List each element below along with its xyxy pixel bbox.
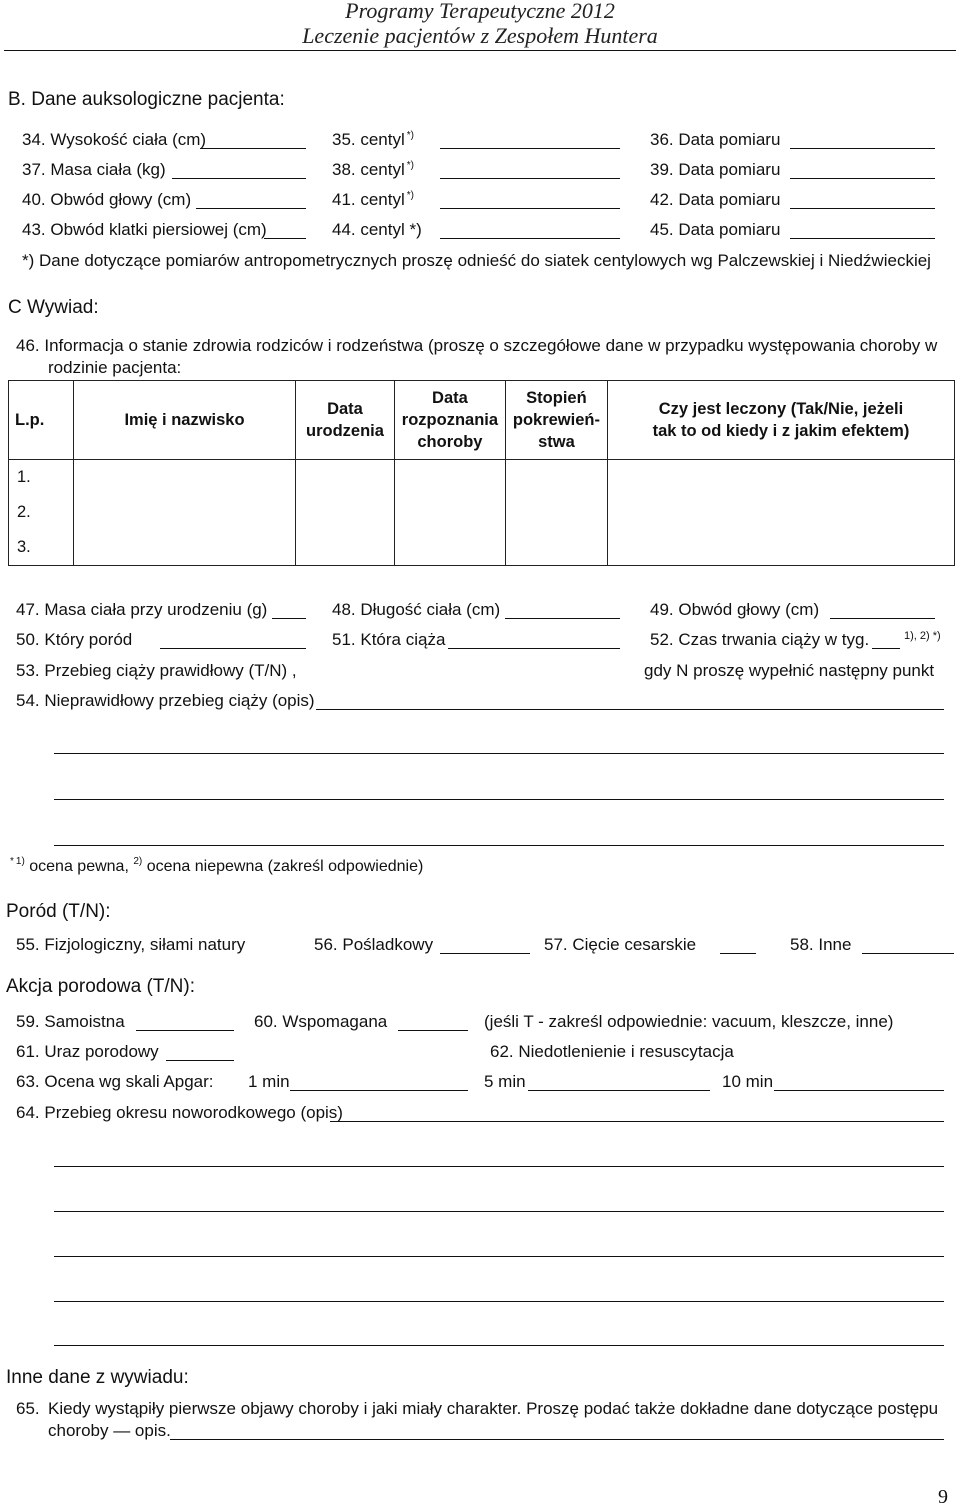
table-cell[interactable]	[296, 530, 395, 566]
q37-label: 37. Masa ciała (kg)	[22, 160, 166, 179]
q40-field[interactable]	[196, 208, 306, 209]
q39-field[interactable]	[790, 178, 935, 179]
table-header-lp: L.p.	[9, 381, 74, 460]
q34-field[interactable]	[200, 148, 306, 149]
apgar-5min-label: 5 min	[484, 1072, 526, 1091]
q62-label: 62. Niedotlenienie i resuscytacja	[490, 1042, 734, 1061]
apgar-5min-field[interactable]	[528, 1090, 710, 1091]
q44-label: 44. centyl *)	[332, 220, 422, 239]
table-cell[interactable]	[607, 460, 954, 496]
q48-field[interactable]	[505, 618, 620, 619]
akcja-title: Akcja porodowa (T/N):	[6, 976, 196, 997]
q54-field[interactable]	[316, 709, 944, 710]
q64-field-line2[interactable]	[54, 1166, 944, 1167]
q57-field[interactable]	[720, 953, 756, 954]
q57-label: 57. Cięcie cesarskie	[544, 935, 697, 954]
q52-label: 52. Czas trwania ciąży w tyg.	[650, 630, 870, 649]
q47-field[interactable]	[272, 618, 306, 619]
q38-label: 38. centyl *)	[332, 160, 414, 179]
q35-field[interactable]	[440, 148, 620, 149]
q40-label: 40. Obwód głowy (cm)	[22, 190, 192, 209]
q64-field-line5[interactable]	[54, 1301, 944, 1302]
table-cell[interactable]	[505, 530, 607, 566]
q41-label: 41. centyl *)	[332, 190, 414, 209]
table-cell[interactable]	[74, 495, 296, 530]
q51-label: 51. Która ciąża	[332, 630, 446, 649]
q53-instruction: gdy N proszę wypełnić następny punkt	[644, 661, 935, 680]
table-header-treatment: Czy jest leczony (Tak/Nie, jeżeli tak to od kiedy i z jakim efektem)	[607, 381, 954, 460]
table-cell[interactable]	[607, 495, 954, 530]
table-header-name: Imię i nazwisko	[74, 381, 296, 460]
q49-label: 49. Obwód głowy (cm)	[650, 600, 820, 619]
q53-label: 53. Przebieg ciąży prawidłowy (T/N) ,	[16, 661, 297, 680]
q46-text-line2: rodzinie pacjenta:	[48, 358, 182, 377]
q42-label: 42. Data pomiaru	[650, 190, 781, 209]
q59-label: 59. Samoistna	[16, 1012, 125, 1031]
table-cell[interactable]	[296, 460, 395, 496]
q58-field[interactable]	[862, 953, 954, 954]
q61-field[interactable]	[166, 1060, 234, 1061]
q52-field[interactable]	[872, 648, 900, 649]
q64-label: 64. Przebieg okresu noworodkowego (opis)	[16, 1103, 343, 1122]
q39-label: 39. Data pomiaru	[650, 160, 781, 179]
table-row	[9, 495, 955, 530]
table-header-diagnosis-date: Data rozpoznania choroby	[394, 381, 505, 460]
table-cell[interactable]	[394, 460, 505, 496]
table-row	[9, 530, 955, 566]
table-cell[interactable]	[394, 530, 505, 566]
header-subtitle: Leczenie pacjentów z Zespołem Huntera	[302, 23, 658, 48]
q41-field[interactable]	[440, 208, 620, 209]
q52-note: 1), 2) *)	[904, 630, 941, 642]
q56-field[interactable]	[440, 953, 530, 954]
q54-field-line4[interactable]	[54, 845, 944, 846]
header-rule	[4, 50, 956, 51]
table-cell[interactable]	[505, 495, 607, 530]
q34-label: 34. Wysokość ciała (cm)	[22, 130, 207, 149]
q65-text-line1: Kiedy wystąpiły pierwsze objawy choroby i jaki miały charakter. Proszę podać także dokładne dane dotyczące postępu	[48, 1399, 939, 1418]
q64-field[interactable]	[330, 1121, 944, 1122]
q43-label: 43. Obwód klatki piersiowej (cm)	[22, 220, 267, 239]
table-cell[interactable]	[505, 460, 607, 496]
q65-field[interactable]	[170, 1439, 944, 1440]
q49-field[interactable]	[830, 618, 935, 619]
q35-label: 35. centyl *)	[332, 130, 414, 149]
family-health-table	[8, 380, 955, 566]
apgar-1min-field[interactable]	[290, 1090, 468, 1091]
q48-label: 48. Długość ciała (cm)	[332, 600, 501, 619]
q54-label: 54. Nieprawidłowy przebieg ciąży (opis)	[16, 691, 315, 710]
q37-field[interactable]	[172, 178, 306, 179]
q54-field-line3[interactable]	[54, 799, 944, 800]
q45-label: 45. Data pomiaru	[650, 220, 781, 239]
table-header-relation: Stopień pokrewień-stwa	[505, 381, 607, 460]
table-cell-lp: 2.	[9, 495, 74, 530]
q46-text-line1: 46. Informacja o stanie zdrowia rodziców i rodzeństwa (proszę o szczegółowe dane w przypadku występowania choroby w	[16, 336, 938, 355]
q60-label: 60. Wspomagana	[254, 1012, 388, 1031]
q58-label: 58. Inne	[790, 935, 852, 954]
centile-note: *) Dane dotyczące pomiarów antropometrycznych proszę odnieść do siatek centylowych wg Palczewskiej i Niedźwieckiej	[22, 251, 931, 270]
q59-field[interactable]	[136, 1030, 234, 1031]
q60-note: (jeśli T - zakreśl odpowiednie: vacuum, kleszcze, inne)	[484, 1012, 894, 1031]
q36-field[interactable]	[790, 148, 935, 149]
table-cell[interactable]	[74, 530, 296, 566]
table-cell-lp: 1.	[9, 460, 74, 496]
q60-field[interactable]	[398, 1030, 468, 1031]
q38-field[interactable]	[440, 178, 620, 179]
q55-label: 55. Fizjologiczny, siłami natury	[16, 935, 246, 954]
table-cell[interactable]	[394, 495, 505, 530]
page-number: 9	[938, 1486, 948, 1508]
q65-text-line2: choroby — opis.	[48, 1421, 171, 1440]
apgar-10min-label: 10 min	[722, 1072, 774, 1091]
q50-field[interactable]	[160, 648, 306, 649]
q65-number: 65.	[16, 1399, 40, 1418]
q50-label: 50. Który poród	[16, 630, 133, 649]
table-cell-lp: 3.	[9, 530, 74, 566]
table-header-birthdate: Data urodzenia	[296, 381, 395, 460]
q42-field[interactable]	[790, 208, 935, 209]
table-cell[interactable]	[607, 530, 954, 566]
inne-title: Inne dane z wywiadu:	[6, 1367, 189, 1388]
apgar-10min-field[interactable]	[774, 1090, 944, 1091]
q45-field[interactable]	[790, 238, 935, 239]
q44-field[interactable]	[440, 238, 620, 239]
table-row	[9, 460, 955, 496]
q36-label: 36. Data pomiaru	[650, 130, 781, 149]
q47-label: 47. Masa ciała przy urodzeniu (g)	[16, 600, 268, 619]
q51-field[interactable]	[448, 648, 620, 649]
table-cell[interactable]	[74, 460, 296, 496]
q64-field-line3[interactable]	[54, 1211, 944, 1212]
table-cell[interactable]	[296, 495, 395, 530]
header-title: Programy Terapeutyczne 2012	[345, 0, 615, 23]
q61-label: 61. Uraz porodowy	[16, 1042, 159, 1061]
apgar-1min-label: 1 min	[248, 1072, 290, 1091]
porod-title: Poród (T/N):	[6, 901, 111, 922]
q54-field-line2[interactable]	[54, 753, 944, 754]
q43-field[interactable]	[264, 238, 306, 239]
footnote: * $^{1)}$ ocena pewna, $^{2)}$ ocena niepewna (zakreśl odpowiednie)	[10, 856, 424, 875]
q64-field-line6[interactable]	[54, 1345, 944, 1346]
section-c-title: C Wywiad:	[8, 297, 99, 318]
q63-label: 63. Ocena wg skali Apgar:	[16, 1072, 214, 1091]
section-b-title: B. Dane auksologiczne pacjenta:	[8, 89, 285, 110]
q56-label: 56. Pośladkowy	[314, 935, 434, 954]
q64-field-line4[interactable]	[54, 1256, 944, 1257]
